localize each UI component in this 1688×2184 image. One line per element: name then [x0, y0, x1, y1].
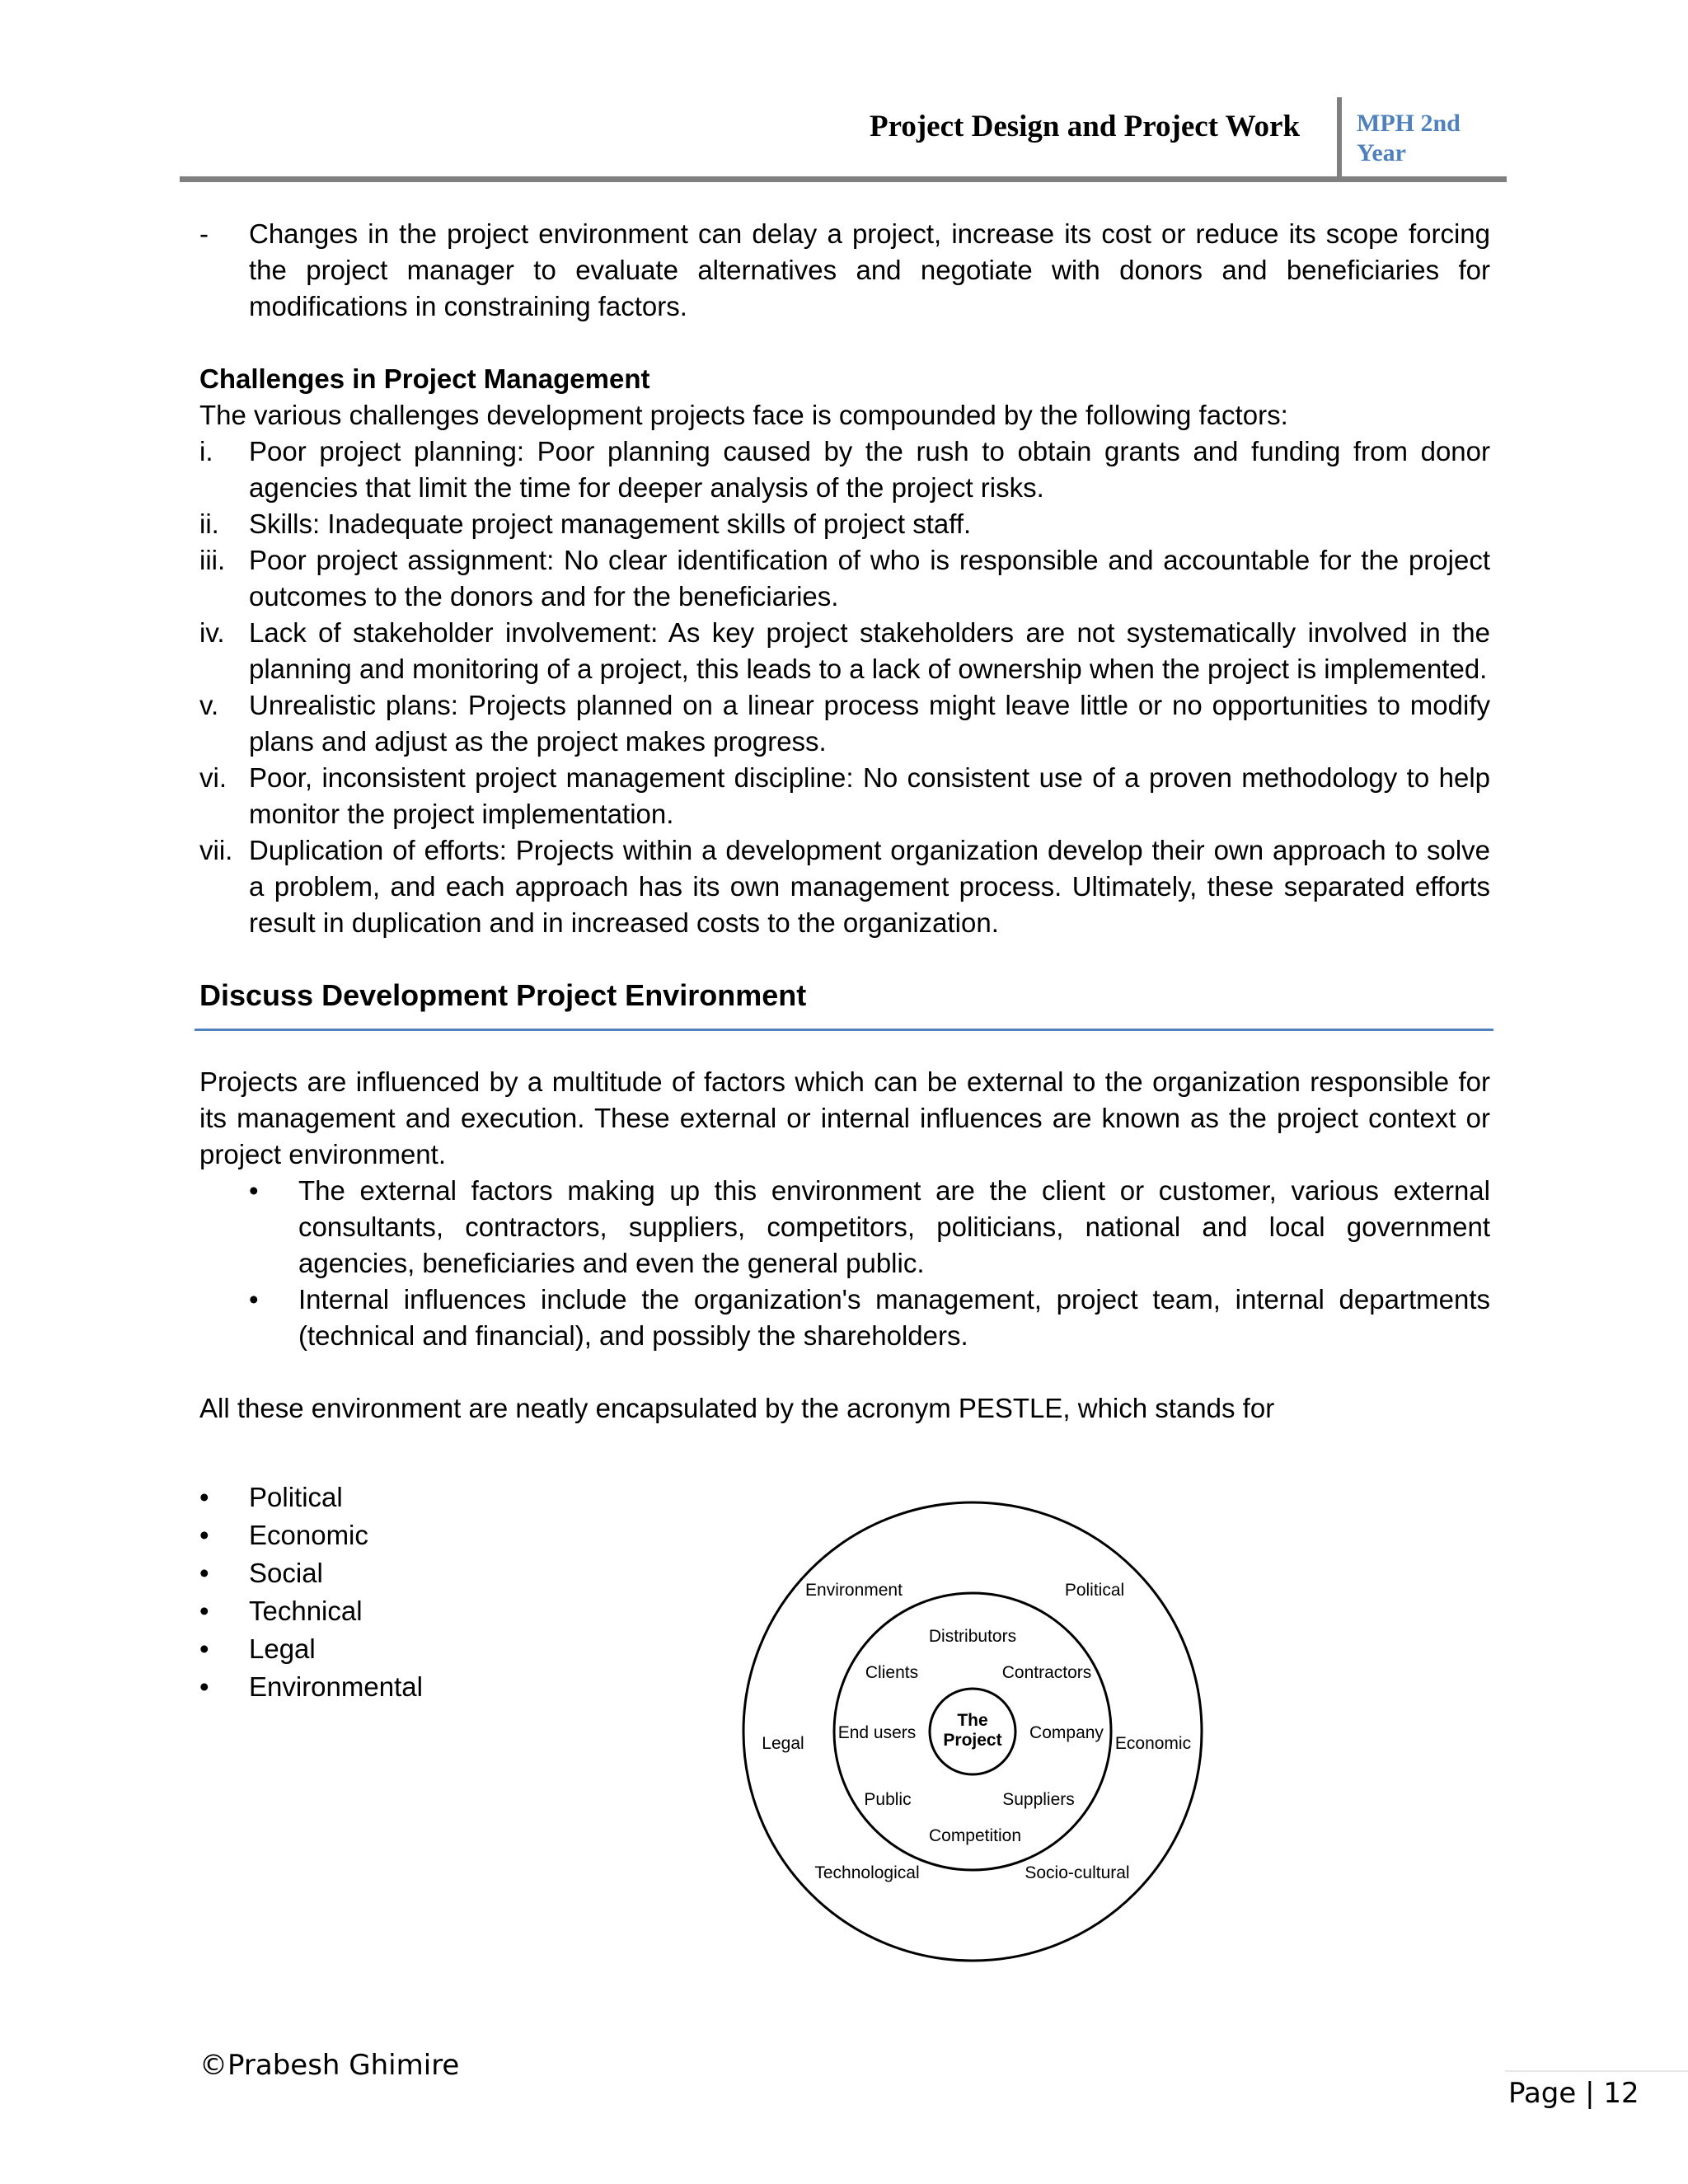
- environment-paragraph: Projects are influenced by a multitude of factors which can be external to the organization responsible for its management and execution. These external or internal influences are known as the project context or project environment.: [199, 1066, 1490, 1169]
- list-item-text: Internal influences include the organization's management, project team, internal departments (technical and financial), and possibly the shareholders.: [298, 1284, 1490, 1351]
- footer-copyright: ©Prabesh Ghimire: [199, 2049, 460, 2082]
- page-number: Page | 12: [1508, 2077, 1639, 2110]
- bullet-marker: •: [199, 1633, 209, 1664]
- label-company: Company: [1029, 1723, 1104, 1742]
- list-item-text: Poor project planning: Poor planning caused by the rush to obtain grants and funding from donor agencies that limit the time for deeper analysis of the project risks.: [249, 436, 1490, 503]
- list-item: [199, 615, 1490, 687]
- label-end-users: End users: [837, 1723, 917, 1742]
- bullet-marker: -: [199, 218, 209, 249]
- list-item-text: Political: [249, 1482, 343, 1512]
- center-label-2: Project: [943, 1731, 1002, 1750]
- list-item: [199, 506, 1490, 542]
- list-item-text: Economic: [249, 1520, 368, 1550]
- bullet-marker: •: [199, 1482, 209, 1512]
- list-item: [199, 1173, 1490, 1282]
- section-heading: Discuss Development Project Environment: [195, 977, 1493, 1031]
- label-political: Political: [1064, 1581, 1125, 1600]
- list-item: [199, 1554, 423, 1592]
- pestle-intro: All these environment are neatly encapsulated by the acronym PESTLE, which stands for: [199, 1393, 1275, 1423]
- label-public: Public: [864, 1790, 912, 1809]
- list-item-text: Duplication of efforts: Projects within a development organization develop their own approach to solve a problem, and each approach has its own management process. Ultimately, these separated efforts result in duplication and in increased costs to the organization.: [249, 835, 1490, 938]
- list-marker: v.: [199, 690, 219, 720]
- label-clients: Clients: [865, 1663, 919, 1682]
- label-socio-cultural: Socio-cultural: [1025, 1863, 1130, 1882]
- header-separator: [1337, 97, 1342, 180]
- list-marker: i.: [199, 436, 213, 466]
- page-body: [199, 216, 1490, 1427]
- challenges-heading: Challenges in Project Management: [199, 363, 650, 394]
- list-item-text: Legal: [249, 1633, 316, 1664]
- list-item: [199, 1479, 423, 1516]
- bullet-marker: •: [199, 1596, 209, 1626]
- project-environment-diagram: [734, 1497, 1212, 1966]
- list-item-text: Lack of stakeholder involvement: As key project stakeholders are not systematically involved in the planning and monitoring of a project, this leads to a lack of ownership when the project is implemented.: [249, 617, 1490, 684]
- list-item-text: Poor project assignment: No clear identification of who is responsible and accountable for the project outcomes to the donors and for the beneficiaries.: [249, 545, 1490, 612]
- list-item-text: The external factors making up this environment are the client or customer, various external consultants, contractors, suppliers, competitors, politicians, national and local government agencies, beneficiaries and even the general public.: [298, 1175, 1490, 1278]
- list-item: [199, 1592, 423, 1630]
- list-item: [199, 1668, 423, 1706]
- intro-bullet-text: Changes in the project environment can delay a project, increase its cost or reduce its scope forcing the project manager to evaluate alternatives and negotiate with donors and beneficiaries for modifications in constraining factors.: [249, 218, 1490, 321]
- intro-bullet: [199, 216, 1490, 325]
- list-item: [199, 434, 1490, 506]
- bullet-marker: •: [199, 1671, 209, 1702]
- label-suppliers: Suppliers: [1002, 1790, 1075, 1809]
- list-item: [199, 760, 1490, 832]
- header-rule: [180, 176, 1507, 182]
- pestle-list: [199, 1479, 423, 1706]
- list-marker: iv.: [199, 617, 225, 648]
- list-item: [199, 542, 1490, 615]
- list-item: [199, 1630, 423, 1668]
- list-item-text: Poor, inconsistent project management discipline: No consistent use of a proven methodology to help monitor the project implementation.: [249, 762, 1490, 829]
- list-marker: iii.: [199, 545, 226, 575]
- label-distributors: Distributors: [928, 1627, 1017, 1646]
- label-legal: Legal: [762, 1734, 804, 1753]
- label-contractors: Contractors: [1001, 1663, 1092, 1682]
- label-environment: Environment: [805, 1581, 903, 1600]
- label-economic: Economic: [1114, 1734, 1192, 1753]
- bullet-marker: •: [199, 1520, 209, 1550]
- list-item-text: Technical: [249, 1596, 363, 1626]
- bullet-marker: •: [199, 1558, 209, 1588]
- diagram-svg: [734, 1497, 1212, 1966]
- list-item-text: Unrealistic plans: Projects planned on a linear process might leave little or no opportunities to modify plans and adjust as the project makes progress.: [249, 690, 1490, 757]
- center-label-1: The: [957, 1711, 988, 1730]
- footer-rule: [1505, 2070, 1688, 2072]
- list-item-text: Environmental: [249, 1671, 423, 1702]
- label-technological: Technological: [814, 1863, 920, 1882]
- list-item: [199, 687, 1490, 760]
- list-item-text: Social: [249, 1558, 323, 1588]
- list-marker: vii.: [199, 835, 233, 865]
- label-competition: Competition: [928, 1826, 1022, 1845]
- challenges-intro: The various challenges development projects face is compounded by the following factors:: [199, 400, 1288, 430]
- bullet-marker: •: [249, 1284, 259, 1315]
- list-marker: vi.: [199, 762, 227, 793]
- list-item: [199, 832, 1490, 941]
- header-subtitle: MPH 2nd Year: [1357, 110, 1461, 166]
- list-item: [199, 1282, 1490, 1354]
- list-item-text: Skills: Inadequate project management skills of project staff.: [249, 509, 972, 539]
- list-marker: ii.: [199, 509, 219, 539]
- bullet-marker: •: [249, 1175, 259, 1206]
- list-item: [199, 1516, 423, 1554]
